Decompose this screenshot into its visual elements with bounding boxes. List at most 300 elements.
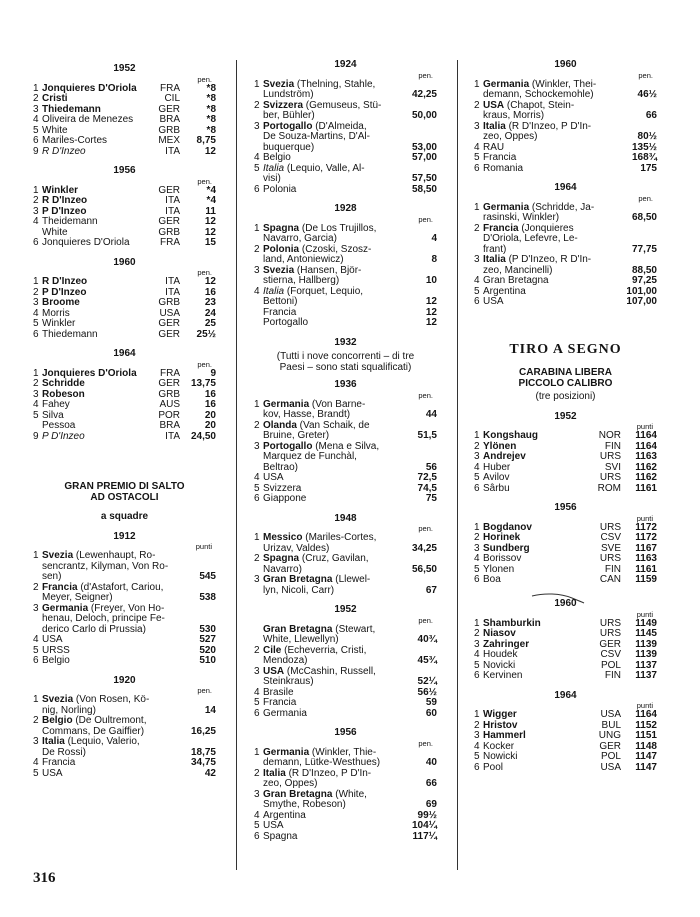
results-1948-team xyxy=(254,514,437,597)
rank-number: 1 xyxy=(254,532,260,543)
result-row xyxy=(474,473,657,484)
score-value: 1164 xyxy=(635,440,657,452)
team-entry xyxy=(263,554,403,575)
result-row xyxy=(474,101,657,122)
athlete-name: R D'Inzeo xyxy=(42,195,88,206)
athlete-name: Nowicki xyxy=(483,751,518,762)
nation-code: ITA xyxy=(165,430,180,442)
results-1932-team xyxy=(254,338,437,374)
nation-code: USA xyxy=(159,307,180,319)
athlete-name: Jonquieres D'Oriola xyxy=(42,82,137,94)
team-members: (De Oultremont, xyxy=(72,715,147,726)
unit-label: punti xyxy=(636,609,653,619)
nation-code: ROM xyxy=(597,482,621,494)
team-name: Germania xyxy=(483,78,530,90)
score-value: 1161 xyxy=(635,563,657,575)
team-entry xyxy=(263,122,403,154)
athlete-name: Robeson xyxy=(42,388,85,400)
rank-number: 4 xyxy=(33,399,39,410)
team-name: Polonia xyxy=(263,243,300,255)
result-row xyxy=(33,298,216,309)
team-members-continued: Lundström) xyxy=(263,89,314,100)
nation-code: MEX xyxy=(158,135,180,146)
results-list xyxy=(33,84,216,158)
score-value: 16 xyxy=(204,286,216,298)
rank-number: 2 xyxy=(474,222,480,234)
rank-number: 2 xyxy=(33,581,39,593)
score-value: *8 xyxy=(206,82,216,94)
nation-code: ITA xyxy=(165,286,180,298)
score-value: 12 xyxy=(425,317,437,328)
score-value: 59 xyxy=(425,697,437,708)
unit-label: pen. xyxy=(418,738,433,748)
rank-number: 3 xyxy=(254,120,260,132)
nation-code: CSV xyxy=(600,649,621,660)
results-1924-team xyxy=(254,60,437,195)
athlete-name: Sârbu xyxy=(483,482,510,494)
team-members-continued: Navarro, Garcia) xyxy=(263,233,337,244)
score-value: 14 xyxy=(204,704,216,716)
score-value: 50,00 xyxy=(411,110,437,121)
rank-number: 1 xyxy=(33,82,39,94)
athlete-name: Houdek xyxy=(483,649,518,660)
team-members: (Llewel- xyxy=(332,574,371,585)
team-name: Belgio xyxy=(263,152,291,163)
rank-number: 6 xyxy=(474,296,480,307)
rank-number: 6 xyxy=(254,183,260,195)
team-members-continued: De Souza-Martins, D'Al- xyxy=(263,131,370,142)
team-entry xyxy=(263,101,403,122)
results-list xyxy=(474,80,657,175)
team-name: Portogallo xyxy=(263,317,309,328)
team-members-continued: Commans, De Gaiffier) xyxy=(42,725,145,737)
team-members-continued: Smythe, Robeson) xyxy=(263,799,346,810)
team-name: Cile xyxy=(263,644,282,656)
team-name: Francia xyxy=(42,581,78,593)
score-value: 24,50 xyxy=(190,430,216,442)
rank-number: 4 xyxy=(33,634,39,645)
rank-number: 3 xyxy=(254,440,260,452)
team-entry xyxy=(263,287,403,308)
rank-number: 5 xyxy=(474,152,480,163)
athlete-name: Zahringer xyxy=(483,638,530,650)
score-value: 1161 xyxy=(635,482,657,494)
athlete-name: White xyxy=(42,226,68,238)
team-entry xyxy=(263,318,403,329)
team-name: Spagna xyxy=(263,553,300,564)
team-members-continued: Steinkraus) xyxy=(263,676,314,687)
score-value: 23 xyxy=(204,297,216,308)
team-members: (Von Barne- xyxy=(309,398,366,410)
score-value: 45¾ xyxy=(417,655,437,666)
result-row xyxy=(33,238,216,249)
score-value: 88,50 xyxy=(631,264,657,276)
score-value: 66 xyxy=(425,778,437,789)
team-name: Italia xyxy=(263,285,285,297)
team-members: (Forquet, Lequio, xyxy=(284,285,364,297)
year-heading: 1912 xyxy=(113,530,136,542)
results-list xyxy=(254,80,437,196)
unit-label: punti xyxy=(636,701,653,710)
unit-label: pen. xyxy=(197,686,212,695)
score-value: 1172 xyxy=(635,521,657,533)
rank-number: 9 xyxy=(33,145,39,157)
team-name: Polonia xyxy=(263,183,297,195)
score-value: *4 xyxy=(206,195,216,206)
team-entry xyxy=(483,101,623,122)
rank-number: 4 xyxy=(254,472,260,483)
athlete-name: Niasov xyxy=(483,628,516,639)
score-value: 99½ xyxy=(417,809,437,821)
athlete-name: Oliveira de Menezes xyxy=(42,114,134,125)
result-row xyxy=(474,80,657,101)
rank-number: 5 xyxy=(474,563,480,575)
rank-number: 3 xyxy=(33,602,39,614)
team-members: (Winkler, Thei- xyxy=(529,78,597,90)
team-members-continued: De Rossi) xyxy=(42,746,86,758)
nation-code: FIN xyxy=(604,440,621,452)
athlete-name: Schridde xyxy=(42,378,85,389)
score-value: 56½ xyxy=(417,686,437,698)
unit-label: punti xyxy=(636,422,653,431)
result-row xyxy=(474,122,657,143)
rank-number: 5 xyxy=(33,318,39,329)
score-value: 16 xyxy=(204,388,216,400)
team-members: (White, xyxy=(332,788,367,800)
result-row xyxy=(254,832,437,843)
nation-code: ITA xyxy=(165,145,180,157)
team-entry xyxy=(263,266,403,287)
results-list xyxy=(33,277,216,340)
results-list xyxy=(254,400,437,505)
rank-number: 3 xyxy=(33,297,39,308)
team-members: (D'Almeida, xyxy=(312,120,367,132)
score-value: 530 xyxy=(199,623,216,635)
rank-number: 2 xyxy=(474,719,480,731)
rank-number: 3 xyxy=(474,542,480,554)
nation-code: GRB xyxy=(158,124,180,136)
rank-number: 2 xyxy=(254,553,260,564)
score-value: 34,25 xyxy=(411,542,437,554)
team-entry xyxy=(42,737,182,758)
year-heading: 1956 xyxy=(554,502,577,513)
team-name: Svezia xyxy=(42,550,74,561)
team-name: Svezia xyxy=(42,694,74,705)
athlete-name: Theidemann xyxy=(42,216,98,227)
team-name: Germania xyxy=(42,602,89,614)
results-1956-team xyxy=(254,728,437,842)
team-entry xyxy=(263,832,403,843)
results-list xyxy=(33,369,216,443)
team-entry xyxy=(483,255,623,276)
team-members-continued: ber, Bühler) xyxy=(263,110,315,121)
athlete-name: Ylonen xyxy=(483,563,515,575)
score-value: 57,00 xyxy=(411,152,437,163)
athlete-name: Mariles-Cortes xyxy=(42,135,108,146)
disqualification-note-line-2: Paesi – sono stati squalificati) xyxy=(279,361,412,373)
rank-number: 2 xyxy=(33,195,39,206)
score-value: 1172 xyxy=(635,532,657,543)
team-members-continued: Bettoni) xyxy=(263,296,298,307)
team-members: (Gemuseus, Stü- xyxy=(303,99,382,111)
team-members: (Thelning, Stahle, xyxy=(294,78,376,90)
rank-number: 2 xyxy=(33,93,39,104)
team-entry xyxy=(42,583,182,604)
athlete-name: Borissov xyxy=(483,553,522,564)
athlete-name: Thiedemann xyxy=(42,328,98,340)
rank-number: 4 xyxy=(33,307,39,319)
score-value: 12 xyxy=(425,306,437,318)
score-value: 175 xyxy=(640,162,657,174)
result-row xyxy=(254,646,437,667)
results-list xyxy=(254,625,437,720)
team-name: Germania xyxy=(483,201,530,213)
column-divider xyxy=(457,60,458,870)
athlete-name: Thiedemann xyxy=(42,103,101,115)
score-value: 1151 xyxy=(635,730,657,741)
team-name: Portogallo xyxy=(263,440,313,452)
rank-number: 2 xyxy=(254,767,260,779)
results-list xyxy=(33,186,216,249)
rank-number: 6 xyxy=(254,707,260,719)
nation-code: CIL xyxy=(164,93,180,104)
score-value: 40¾ xyxy=(417,634,437,645)
score-value: 1139 xyxy=(635,638,657,650)
result-row xyxy=(254,245,437,266)
team-members-continued: sen) xyxy=(42,571,62,582)
rank-number: 4 xyxy=(474,553,480,564)
result-row xyxy=(33,769,216,780)
team-name: Belgio xyxy=(42,655,70,666)
team-members: (Cruz, Gavilan, xyxy=(299,553,369,564)
rank-number: 3 xyxy=(474,254,480,265)
team-members: (De Los Trujillos, xyxy=(299,222,377,234)
year-heading: 1936 xyxy=(334,379,357,390)
rank-number: 4 xyxy=(254,686,260,698)
rank-number: 4 xyxy=(33,757,39,768)
rank-number: 1 xyxy=(474,78,480,90)
team-members-continued: Marquez de Funchàl, xyxy=(263,451,357,462)
score-value: 72,5 xyxy=(417,472,437,483)
athlete-name: Andrejev xyxy=(483,451,526,462)
rank-number: 2 xyxy=(33,378,39,389)
rank-number: 6 xyxy=(474,482,480,494)
team-entry xyxy=(263,442,403,474)
team-name: Italia xyxy=(483,254,506,265)
rank-number: 1 xyxy=(474,521,480,533)
score-value: 20 xyxy=(204,409,216,421)
rank-number: 4 xyxy=(474,740,480,752)
team-members-continued: kov, Hasse, Brandt) xyxy=(263,409,351,420)
team-members: (R D'Inzeo, P D'In- xyxy=(505,120,592,132)
score-value: 80½ xyxy=(637,131,657,142)
team-name: Italia xyxy=(263,162,285,174)
team-name: Italia xyxy=(483,120,506,132)
team-members: (Czoski, Szosz- xyxy=(299,243,372,255)
score-value: 44 xyxy=(425,409,437,420)
team-entry xyxy=(483,203,623,224)
nation-code: URS xyxy=(599,628,621,639)
result-row xyxy=(254,554,437,575)
score-value: 20 xyxy=(204,420,216,431)
result-row xyxy=(474,629,657,640)
score-value: 545 xyxy=(199,571,216,582)
team-members: (Echeverria, Cristi, xyxy=(281,644,367,656)
column-1 xyxy=(33,60,216,779)
team-members-continued: rasinski, Winkler) xyxy=(483,212,560,223)
result-row xyxy=(33,604,216,636)
team-members-continued: zeo, Oppes) xyxy=(263,778,318,789)
team-entry xyxy=(42,551,182,583)
score-value: *8 xyxy=(206,103,216,115)
results-list xyxy=(474,431,657,494)
score-value: 40 xyxy=(425,757,437,768)
nation-code: GER xyxy=(158,184,180,196)
rank-number: 1 xyxy=(33,550,39,561)
nation-code: BUL xyxy=(601,719,621,731)
unit-label: pen. xyxy=(418,214,433,224)
nation-code: ITA xyxy=(165,195,180,206)
score-value: 51,5 xyxy=(417,430,437,441)
team-entry xyxy=(263,421,403,442)
nation-code: ITA xyxy=(165,205,180,217)
results-1912-team xyxy=(33,532,216,667)
team-name: Giappone xyxy=(263,493,307,504)
rank-number: 6 xyxy=(474,670,480,681)
result-row xyxy=(254,80,437,101)
score-value: 57,50 xyxy=(411,173,437,184)
team-members: (Stewart, xyxy=(332,623,376,635)
team-members: (Schridde, Ja- xyxy=(529,201,595,213)
score-value: 1162 xyxy=(635,472,657,483)
nation-code: UNG xyxy=(598,730,621,741)
result-row xyxy=(254,625,437,646)
rank-number: 5 xyxy=(33,409,39,421)
unit-label: punti xyxy=(636,513,653,523)
team-entry xyxy=(483,297,623,308)
rank-number: 6 xyxy=(474,574,480,585)
results-1964-team xyxy=(474,183,657,308)
rank-number: 2 xyxy=(474,440,480,452)
rank-number: 5 xyxy=(33,767,39,779)
result-row xyxy=(254,575,437,596)
team-name: Gran Bretagna xyxy=(263,788,333,800)
results-list xyxy=(254,533,437,596)
year-heading: 1952 xyxy=(334,604,357,615)
results-1936-team xyxy=(254,380,437,505)
score-value: 1148 xyxy=(635,740,657,752)
nation-code: GRB xyxy=(158,226,180,238)
score-value: 1162 xyxy=(635,461,657,473)
result-row xyxy=(474,671,657,682)
rank-number: 3 xyxy=(254,574,260,585)
team-name: USA xyxy=(42,634,63,645)
athlete-name: Broome xyxy=(42,297,80,308)
score-value: *8 xyxy=(206,93,216,104)
team-members: (Mena e Silva, xyxy=(312,440,380,452)
athlete-name: Sundberg xyxy=(483,542,530,554)
athlete-name: Shamburkin xyxy=(483,617,541,629)
athlete-name: Hammerl xyxy=(483,730,526,741)
score-value: 135½ xyxy=(631,141,657,153)
score-value: 46½ xyxy=(637,89,657,100)
nation-code: FIN xyxy=(604,670,621,681)
rank-number: 1 xyxy=(254,746,260,758)
event-title-line-2: PICCOLO CALIBRO xyxy=(518,377,613,389)
rank-number: 4 xyxy=(254,285,260,297)
team-members-continued: zeo, Oppes) xyxy=(483,131,538,142)
results-1964-shooting xyxy=(474,691,657,774)
rank-number: 3 xyxy=(474,451,480,462)
rank-number: 6 xyxy=(33,655,39,666)
rank-number: 6 xyxy=(474,761,480,773)
score-value: 1164 xyxy=(635,709,657,720)
rank-number: 6 xyxy=(33,237,39,248)
score-value: 527 xyxy=(199,634,216,645)
year-heading: 1952 xyxy=(113,63,136,74)
results-list xyxy=(254,224,437,329)
score-value: *4 xyxy=(206,184,216,196)
year-heading: 1924 xyxy=(334,59,357,70)
team-name: Germania xyxy=(263,398,310,410)
unit-label: pen. xyxy=(197,268,212,277)
team-name: Germania xyxy=(263,707,307,719)
nation-code: GER xyxy=(599,740,621,752)
score-value: 52¼ xyxy=(417,676,437,687)
team-name: Portogallo xyxy=(263,120,313,132)
score-value: 1163 xyxy=(635,451,657,462)
score-value: 4 xyxy=(431,233,437,244)
rank-number: 4 xyxy=(254,809,260,821)
result-row xyxy=(474,533,657,544)
team-members-continued: derico Carlo di Prussia) xyxy=(42,623,146,635)
team-name: USA xyxy=(263,665,285,677)
athlete-name: Silva xyxy=(42,409,64,421)
result-row xyxy=(33,737,216,758)
results-1956-individual xyxy=(33,166,216,249)
team-entry xyxy=(42,769,182,780)
score-value: 12 xyxy=(204,145,216,157)
nation-code: URS xyxy=(599,472,621,483)
athlete-name: Wigger xyxy=(483,709,517,720)
result-row xyxy=(33,217,216,228)
team-entry xyxy=(263,494,403,505)
results-list xyxy=(474,710,657,773)
result-row xyxy=(254,748,437,769)
result-row xyxy=(33,115,216,126)
team-members-continued: stierna, Hallberg) xyxy=(263,275,340,286)
year-heading: 1964 xyxy=(554,689,577,701)
result-row xyxy=(254,790,437,811)
rank-number: 6 xyxy=(254,830,260,842)
nation-code: POR xyxy=(158,409,180,421)
result-row xyxy=(33,421,216,432)
team-members-continued: kraus, Morris) xyxy=(483,110,545,121)
unit-label: pen. xyxy=(197,176,212,186)
team-members-continued: demann, Schockemohle) xyxy=(483,89,594,100)
result-row xyxy=(254,287,437,308)
team-members-continued: D'Oriola, Lefevre, Le- xyxy=(483,233,578,244)
score-value: 74,5 xyxy=(417,482,437,494)
team-name: Gran Bretagna xyxy=(263,623,333,635)
team-members: (Hansen, Björ- xyxy=(294,264,362,276)
rank-number: 1 xyxy=(33,694,39,705)
rank-number: 6 xyxy=(474,162,480,174)
rank-number: 4 xyxy=(33,216,39,227)
team-name: USA xyxy=(263,472,284,483)
team-entry xyxy=(263,646,403,667)
section-title-line-1: GRAN PREMIO DI SALTO xyxy=(64,481,185,492)
